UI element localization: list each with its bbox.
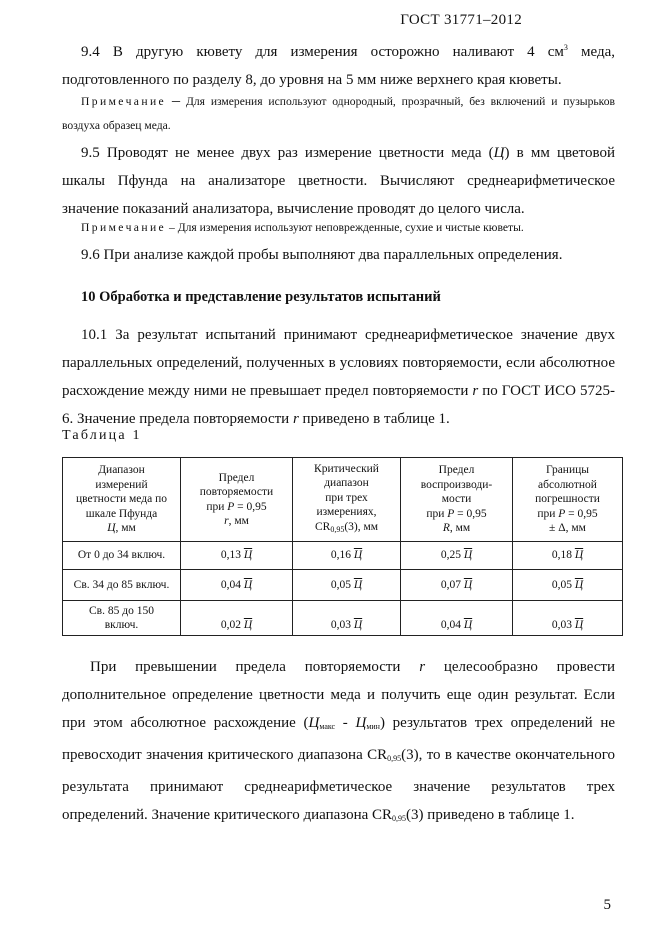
paragraph-9-6: 9.6 При анализе каждой пробы выполняют два параллельных определения. bbox=[81, 247, 563, 263]
paragraph-10-1: 10.1 За результат испытаний принимают среднеарифметическое значение двух параллельных определений, полученных в условиях повторяемости, если абсолютное расхождение между ними не превышает предел повторяемости r по ГОСТ ИСО 5725-6. Значение предела повторяемости r приведено в таблице 1. bbox=[62, 327, 615, 427]
cell-delta: 0,03 Ц bbox=[513, 601, 623, 636]
standard-header: ГОСТ 31771–2012 bbox=[400, 12, 522, 28]
header-reproducibility: Предел воспроизводи- мости при P = 0,95 R, мм bbox=[401, 458, 513, 542]
table-header-row bbox=[63, 458, 623, 542]
paragraph-9-5: 9.5 Проводят не менее двух раз измерение цветности меда (Ц) в мм цветовой шкалы Пфунда на анализаторе цветности. Вычисляют среднеарифметическое значение показаний анализатора, вычисление проводят до целого числа. bbox=[62, 145, 615, 217]
cell-cr: 0,05 Ц bbox=[293, 570, 401, 601]
cell-delta: 0,18 Ц bbox=[513, 542, 623, 570]
page-number: 5 bbox=[603, 897, 611, 913]
section-10-heading: 10 Обработка и представление результатов испытаний bbox=[81, 289, 441, 305]
header-error-bounds: Границы абсолютной погрешности при P = 0,95 ± Δ, мм bbox=[513, 458, 623, 542]
table-1 bbox=[62, 457, 623, 636]
header-repeatability: Предел повторяемости при P = 0,95 r, мм bbox=[181, 458, 293, 542]
note-1: Примечание ─ Для измерения используют однородный, прозрачный, без включений и пузырьков воздуха образец меда. bbox=[62, 95, 615, 132]
note-label: Примечание bbox=[81, 221, 167, 234]
cell-delta: 0,05 Ц bbox=[513, 570, 623, 601]
header-range: Диапазон измерений цветности меда по шкале Пфунда Ц, мм bbox=[63, 458, 181, 542]
table-row bbox=[63, 542, 623, 570]
cell-cr: 0,16 Ц bbox=[293, 542, 401, 570]
table-row bbox=[63, 570, 623, 601]
cell-range: Св. 85 до 150 включ. bbox=[63, 601, 181, 636]
cell-R: 0,07 Ц bbox=[401, 570, 513, 601]
header-critical-range: Критический диапазон при трех измерениях, $CR_{0,95}(3)$, мм bbox=[293, 458, 401, 542]
table-caption: Таблица 1 bbox=[62, 428, 142, 443]
note-2: Примечание – Для измерения используют неповрежденные, сухие и чистые кюветы. bbox=[81, 221, 524, 234]
cell-r: 0,02 Ц bbox=[181, 601, 293, 636]
note-label: Примечание bbox=[81, 95, 167, 108]
cell-cr: 0,03 Ц bbox=[293, 601, 401, 636]
paragraph-9-4: 9.4 В другую кювету для измерения осторожно наливают 4 $см^3$ меда, подготовленного по разделу 8, до уровня на 5 мм ниже верхнего края кюветы. bbox=[62, 43, 615, 88]
cell-range: От 0 до 34 включ. bbox=[63, 542, 181, 570]
cell-R: 0,04 Ц bbox=[401, 601, 513, 636]
table-row bbox=[63, 601, 623, 636]
cell-r: 0,13 Ц bbox=[181, 542, 293, 570]
cell-R: 0,25 Ц bbox=[401, 542, 513, 570]
paragraph-after-table: При превышении предела повторяемости r целесообразно провести дополнительное определение цветности меда и получить еще один результат. Если при этом абсолютное расхождение $(Ц_{макс} - Ц_{мин})$ результатов трех определений не превосходит значения критического диапазона $CR_{0,95}(3)$, то в качестве окончательного результата принимают среднеарифметическое значение результатов трех определений. Значение критического диапазона $CR_{0,95}(3)$ приведено в таблице 1. bbox=[62, 659, 616, 823]
cell-range: Св. 34 до 85 включ. bbox=[63, 570, 181, 601]
cell-r: 0,04 Ц bbox=[181, 570, 293, 601]
